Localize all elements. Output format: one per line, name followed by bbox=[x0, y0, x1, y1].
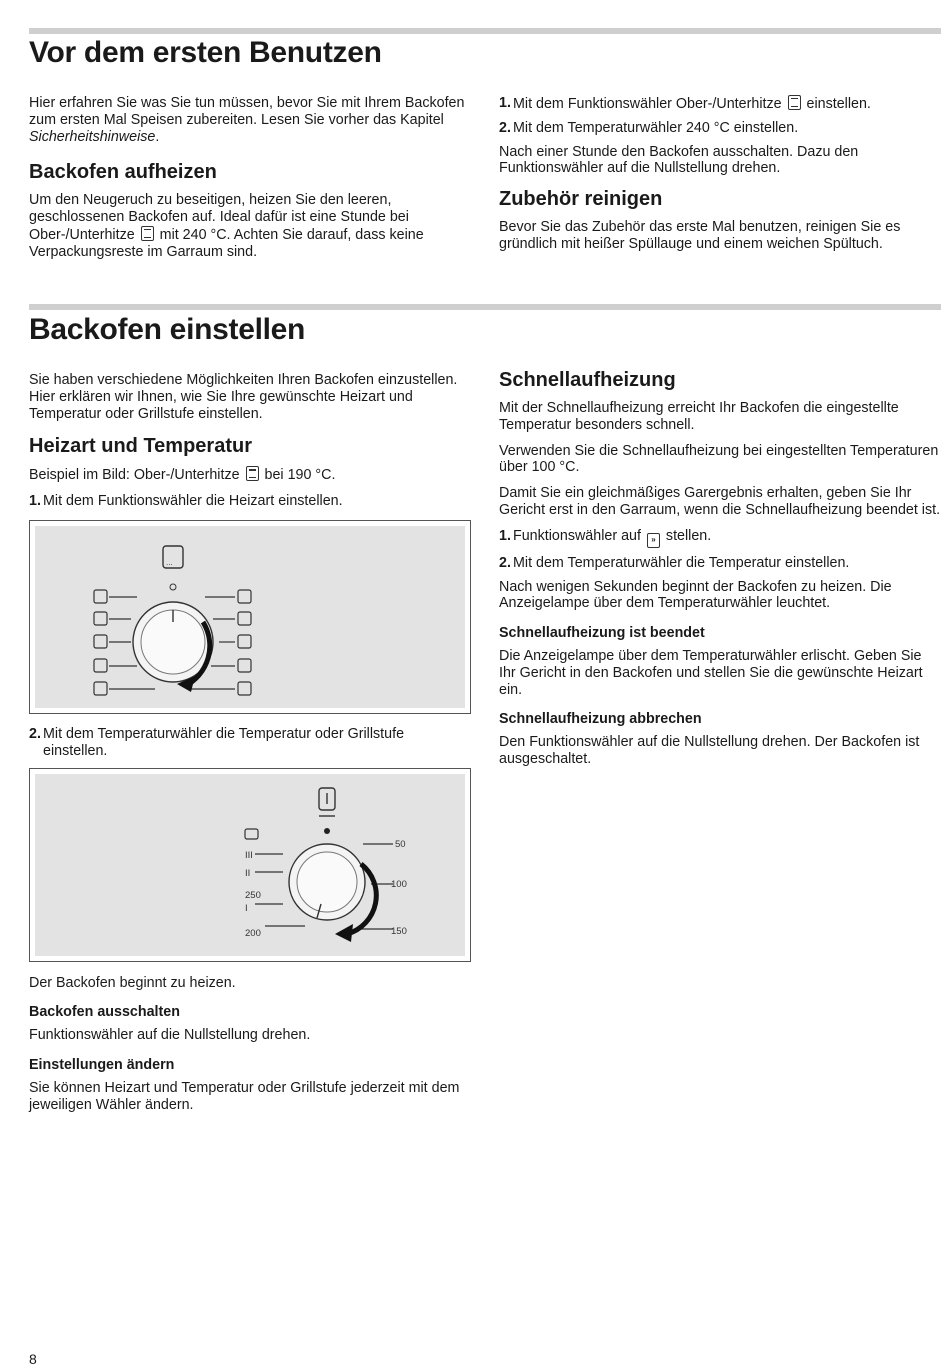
step-number: 1. bbox=[499, 95, 511, 111]
ausschalten-text: Funktionswähler auf die Nullstellung drehen. bbox=[29, 1027, 311, 1044]
section1-left-column bbox=[29, 95, 469, 270]
section2-right-column bbox=[499, 368, 941, 777]
after-steps-text: Nach einer Stunde den Backofen ausschalten. Dazu den Funktionswähler auf die Nullstellung drehen. bbox=[499, 143, 859, 177]
step-text: Funktionswähler auf bbox=[513, 527, 641, 544]
heizart-step-1 bbox=[29, 493, 471, 510]
section1-intro bbox=[29, 95, 469, 145]
section1-right-column bbox=[499, 95, 941, 262]
schnell-p1: Mit der Schnellaufheizung erreicht Ihr Backofen die eingestellte Temperatur besonders schnell. bbox=[499, 400, 899, 433]
function-selector-figure bbox=[29, 520, 471, 714]
display-icon-dots: ... bbox=[166, 557, 173, 567]
schnell-step-1 bbox=[499, 528, 941, 548]
section2-left-column bbox=[29, 372, 471, 1122]
page-number: 8 bbox=[29, 1351, 37, 1367]
step-number: 2. bbox=[499, 119, 511, 136]
indicator-lamp bbox=[170, 584, 176, 590]
schnellaufheizung-icon: » bbox=[647, 533, 660, 548]
ober-unterhitze-icon bbox=[788, 95, 801, 110]
label-50: 50 bbox=[395, 838, 406, 850]
heading-schnellaufheizung-abbrechen: Schnellaufheizung abbrechen bbox=[499, 711, 702, 728]
step-number: 2. bbox=[29, 725, 41, 742]
heading-schnellaufheizung-beendet: Schnellaufheizung ist beendet bbox=[499, 625, 705, 642]
temperature-selector-figure bbox=[29, 768, 471, 962]
step-2-temperatur bbox=[499, 120, 941, 137]
step-text: Mit dem Temperaturwähler die Temperatur einstellen. bbox=[513, 554, 850, 571]
section-title-backofen-einstellen: Backofen einstellen bbox=[29, 313, 306, 346]
heading-backofen-aufheizen: Backofen aufheizen bbox=[29, 161, 217, 184]
step-number: 1. bbox=[29, 493, 41, 510]
label-II: II bbox=[245, 867, 251, 879]
step-1-oberunterhitze bbox=[499, 95, 941, 113]
intro-end: . bbox=[155, 128, 160, 145]
step-number: 2. bbox=[499, 554, 511, 571]
temperature-selector-diagram bbox=[35, 774, 465, 956]
section-title-vor-dem-ersten-benutzen: Vor dem ersten Benutzen bbox=[29, 36, 382, 69]
step-text-end: einstellen. bbox=[806, 96, 871, 112]
ober-unterhitze-icon bbox=[141, 226, 154, 241]
heizart-example bbox=[29, 466, 471, 484]
label-150: 150 bbox=[391, 925, 407, 937]
label-100: 100 bbox=[391, 878, 407, 890]
example-text: Beispiel im Bild: Ober-/Unterhitze bbox=[29, 467, 240, 484]
step-text: Mit dem Temperaturwähler 240 °C einstellen. bbox=[513, 119, 799, 136]
step-number: 1. bbox=[499, 527, 511, 544]
heizart-step-2 bbox=[29, 726, 471, 760]
heading-schnellaufheizung: Schnellaufheizung bbox=[499, 369, 676, 391]
heading-backofen-ausschalten: Backofen ausschalten bbox=[29, 1004, 180, 1021]
function-selector-panel bbox=[35, 526, 465, 708]
temperature-selector-panel bbox=[35, 774, 465, 956]
schnell-p4: Nach wenigen Sekunden beginnt der Backofen zu heizen. Die Anzeigelampe über dem Temperaturwähler leuchtet. bbox=[499, 578, 892, 612]
schnell-step-2 bbox=[499, 555, 941, 572]
label-III: III bbox=[245, 849, 253, 861]
ober-unterhitze-icon bbox=[246, 466, 259, 481]
intro-text: Hier erfahren Sie was Sie tun müssen, bevor Sie mit Ihrem Backofen zum ersten Mal Speisen zubereiten. Lesen Sie vorher das Kapitel bbox=[29, 95, 465, 128]
section-rule-2 bbox=[29, 304, 941, 310]
beendet-text: Die Anzeigelampe über dem Temperaturwähler erlischt. Geben Sie Ihr Gericht in den Backofen und stellen Sie die gewünschte Heizart ein. bbox=[499, 647, 923, 698]
abbrechen-text: Den Funktionswähler auf die Nullstellung drehen. Der Backofen ist ausgeschaltet. bbox=[499, 734, 920, 767]
aendern-text: Sie können Heizart und Temperatur oder Grillstufe jederzeit mit dem jeweiligen Wähler ändern. bbox=[29, 1079, 460, 1113]
section-rule-1 bbox=[29, 28, 941, 34]
schnell-p3: Damit Sie ein gleichmäßiges Garergebnis erhalten, geben Sie Ihr Gericht erst in den Garraum, wenn die Schnellaufheizung beendet ist. bbox=[499, 485, 941, 518]
aufheizen-text-a: Um den Neugeruch zu beseitigen, heizen Sie den leeren, geschlossenen Backofen auf. Ideal dafür ist eine Stunde bei Ober-/Unterhitze bbox=[29, 192, 409, 243]
label-250: 250 bbox=[245, 889, 261, 901]
aufheizen-text bbox=[29, 192, 469, 260]
zubehoer-text: Bevor Sie das Zubehör das erste Mal benutzen, reinigen Sie es gründlich mit heißer Spüllauge und einem weichen Spültuch. bbox=[499, 219, 901, 252]
schnell-p2: Verwenden Sie die Schnellaufheizung bei eingestellten Temperaturen über 100 °C. bbox=[499, 442, 939, 476]
aufheizen-text-b: mit 240 °C. Achten Sie darauf, dass keine Verpackungsreste im Garraum sind. bbox=[29, 226, 424, 260]
heizen-begins-text: Der Backofen beginnt zu heizen. bbox=[29, 974, 236, 991]
step-text: Mit dem Temperaturwähler die Temperatur oder Grillstufe einstellen. bbox=[43, 725, 405, 759]
intro-link-sicherheitshinweise: Sicherheitshinweise bbox=[29, 128, 156, 145]
label-200: 200 bbox=[245, 927, 261, 939]
indicator-lamp bbox=[324, 828, 330, 834]
heading-zubehoer-reinigen: Zubehör reinigen bbox=[499, 188, 663, 211]
step-text: Mit dem Funktionswähler die Heizart einstellen. bbox=[43, 493, 343, 510]
step-text: Mit dem Funktionswähler Ober-/Unterhitze bbox=[513, 96, 782, 112]
rotation-arrowhead bbox=[335, 924, 353, 942]
heading-heizart-und-temperatur: Heizart und Temperatur bbox=[29, 435, 252, 458]
heading-einstellungen-aendern: Einstellungen ändern bbox=[29, 1056, 175, 1073]
step-text-end: stellen. bbox=[665, 527, 712, 544]
function-selector-diagram bbox=[35, 526, 465, 708]
temperature-knob-inner bbox=[297, 852, 357, 912]
example-text-end: bei 190 °C. bbox=[264, 467, 336, 484]
label-I: I bbox=[245, 902, 248, 914]
section2-intro: Sie haben verschiedene Möglichkeiten Ihren Backofen einzustellen. Hier erklären wir Ihnen, wie Sie Ihre gewünschte Heizart und Temperatur oder Grillstufe einstellen. bbox=[29, 372, 458, 422]
